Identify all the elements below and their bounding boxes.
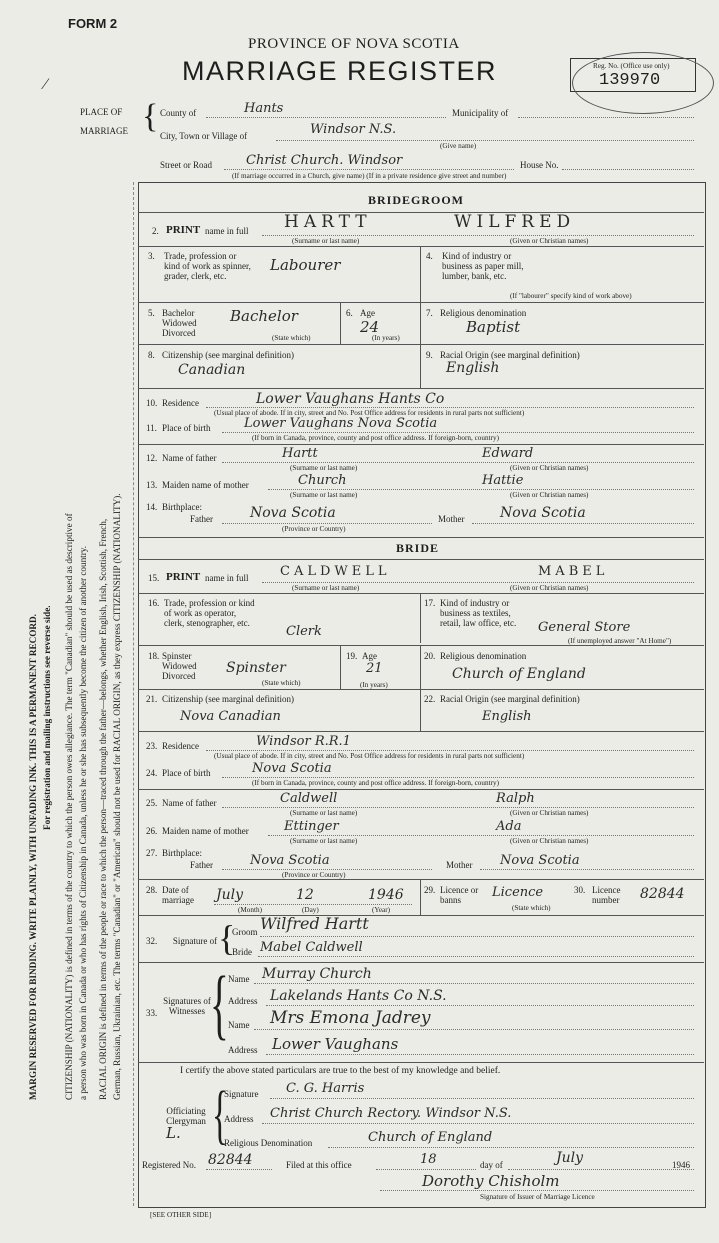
- bride-cit-no: 21.: [146, 694, 158, 704]
- officiating-label: Officiating Clergyman: [166, 1106, 206, 1126]
- bride-bp-father-label: Father: [190, 860, 213, 870]
- w2-address-label: Address: [228, 1045, 258, 1055]
- brace: {: [142, 98, 159, 135]
- bride-industry-no: 17.: [424, 598, 436, 608]
- wit-brace: {: [210, 960, 229, 1047]
- issuer-caption: Signature of Issuer of Marriage Licence: [480, 1193, 595, 1201]
- street-value: Christ Church. Windsor: [246, 153, 403, 168]
- year-cap: (Year): [372, 906, 391, 914]
- bride-pob-label: Place of birth: [162, 768, 211, 778]
- groom-bp-mother: Nova Scotia: [500, 505, 586, 521]
- bride-father-label: Name of father: [162, 798, 217, 808]
- bride-racial-no: 22.: [424, 694, 436, 704]
- municipality-label: Municipality of: [452, 108, 509, 118]
- registered-label: Registered No.: [142, 1160, 196, 1170]
- bride-pob-cap: (If born in Canada, province, county and post office address. If foreign-born, country): [252, 779, 499, 787]
- bride-mother-given: Ada: [496, 819, 522, 834]
- filed-year: 1946: [672, 1160, 690, 1170]
- margin-binding-note: MARGIN RESERVED FOR BINDING. WRITE PLAINLY, WITH UNFADING INK. THIS IS A PERMANENT RECORD.: [28, 614, 38, 1100]
- marriage-year: 1946: [368, 887, 404, 903]
- bride-trade: Clerk: [286, 624, 322, 639]
- groom-bp-cap: (Province or Country): [282, 525, 346, 533]
- groom-father-given: Edward: [482, 446, 534, 461]
- w2-address: Lower Vaughans: [272, 1035, 399, 1053]
- reg-number-label: Reg. No. (Office use only): [593, 62, 670, 70]
- lnum-no: 30.: [574, 885, 586, 895]
- marriage-month: July: [216, 887, 244, 903]
- bride-res-cap: (Usual place of abode. If in city, street and No. Post Office address for residents in rural parts not sufficient): [214, 752, 525, 760]
- marriage-label: MARRIAGE: [80, 126, 129, 136]
- w2-name-label: Name: [228, 1020, 250, 1030]
- bride-print-label: PRINT: [166, 571, 201, 583]
- groom-cit-label: Citizenship (see marginal definition): [162, 350, 295, 360]
- filed-day: 18: [420, 1152, 437, 1167]
- registered-number: 82844: [208, 1152, 253, 1168]
- bride-surname: CALDWELL: [280, 564, 391, 579]
- groom-status: Bachelor: [230, 307, 298, 325]
- bride-father-s-cap: (Surname or last name): [290, 809, 358, 817]
- groom-religion-label: Religious denomination: [440, 308, 527, 318]
- bride-print-rest: name in full: [205, 573, 249, 583]
- bride-surname-cap: (Surname or last name): [292, 584, 360, 592]
- groom-print-no: 2.: [152, 226, 159, 236]
- groom-res-no: 10.: [146, 398, 158, 408]
- groom-father-s-cap: (Surname or last name): [290, 464, 358, 472]
- licence-label: Licence or banns: [440, 885, 479, 905]
- city-label: City, Town or Village of: [160, 131, 248, 141]
- bride-bp-father: Nova Scotia: [250, 853, 330, 868]
- cert-rel-label: Religious Denomination: [224, 1138, 313, 1148]
- groom-age-no: 6.: [346, 308, 353, 318]
- bride-religion-label: Religious denomination: [440, 651, 527, 661]
- give-name-caption: (Give name): [440, 142, 477, 150]
- bride-res-label: Residence: [162, 741, 199, 751]
- groom-pob-label: Place of birth: [162, 423, 211, 433]
- bride-father-surname: Caldwell: [280, 791, 338, 806]
- bride-status-label: Spinster Widowed Divorced: [162, 651, 197, 681]
- bride-mother-g-cap: (Given or Christian names): [510, 837, 589, 845]
- bride-residence: Windsor R.R.1: [256, 734, 351, 749]
- groom-mother-surname: Church: [298, 473, 347, 488]
- groom-sig-label: Groom: [232, 927, 258, 937]
- marriage-day: 12: [296, 887, 314, 903]
- county-value: Hants: [244, 101, 284, 116]
- groom-mother-g-cap: (Given or Christian names): [510, 491, 589, 499]
- month-cap: (Month): [238, 906, 262, 914]
- certify-text: I certify the above stated particulars are true to the best of my knowledge and belief.: [180, 1066, 501, 1076]
- groom-status-label: Bachelor Widowed Divorced: [162, 308, 197, 338]
- sig-brace: {: [218, 918, 236, 958]
- reg-stamp-oval: [572, 52, 714, 114]
- wit-label: Signatures of Witnesses: [163, 996, 211, 1016]
- bride-print-no: 15.: [148, 573, 160, 583]
- see-other-side: [SEE OTHER SIDE]: [150, 1211, 212, 1219]
- margin-citizenship-2: a person who was born in Canada or who has rights of Citizenship in Canada, unless he or she has subsequently become the citizen of another country.: [78, 545, 88, 1100]
- groom-bp-father-label: Father: [190, 514, 213, 524]
- groom-surname: HARTT: [284, 212, 372, 232]
- bridegroom-heading: BRIDEGROOM: [368, 193, 465, 207]
- groom-religion-no: 7.: [426, 308, 433, 318]
- w1-name: Murray Church: [262, 966, 372, 982]
- bride-mother-surname: Ettinger: [284, 819, 339, 834]
- bride-status: Spinster: [226, 660, 286, 676]
- groom-print-rest: name in full: [205, 226, 249, 236]
- bride-res-no: 23.: [146, 741, 158, 751]
- groom-res-label: Residence: [162, 398, 199, 408]
- province-title: PROVINCE OF NOVA SCOTIA: [248, 36, 460, 52]
- issuer-signature: Dorothy Chisholm: [422, 1172, 560, 1190]
- groom-citizenship: Canadian: [178, 362, 246, 378]
- groom-trade-label: Trade, profession or kind of work as spinner, grader, clerk, etc.: [164, 251, 251, 281]
- place-of-label: PLACE OF: [80, 107, 123, 117]
- bride-bp-no: 27.: [146, 848, 158, 858]
- groom-father-label: Name of father: [162, 453, 217, 463]
- groom-age-label: Age: [360, 308, 375, 318]
- groom-industry-label: Kind of industry or business as paper mill, lumber, bank, etc.: [442, 251, 524, 281]
- bride-pob-no: 24.: [146, 768, 158, 778]
- licence-no-label: 29.: [424, 885, 436, 895]
- groom-age: 24: [360, 318, 380, 336]
- groom-surname-cap: (Surname or last name): [292, 237, 360, 245]
- bride-age: 21: [366, 661, 383, 676]
- bride-bp-cap: (Province or Country): [282, 871, 346, 879]
- groom-pob-no: 11.: [146, 423, 157, 433]
- licence-number: 82844: [640, 886, 685, 902]
- groom-mother-s-cap: (Surname or last name): [290, 491, 358, 499]
- city-value: Windsor N.S.: [310, 122, 397, 137]
- county-label: County of: [160, 108, 197, 118]
- bride-father-given: Ralph: [496, 791, 535, 806]
- groom-racial-label: Racial Origin (see marginal definition): [440, 350, 580, 360]
- clergyman-denomination: Church of England: [368, 1130, 493, 1145]
- groom-status-no: 5.: [148, 308, 155, 318]
- groom-mother-given: Hattie: [482, 473, 524, 488]
- bride-industry-label: Kind of industry or business as textiles, retail, law office, etc.: [440, 598, 517, 628]
- bride-father-no: 25.: [146, 798, 158, 808]
- w1-name-label: Name: [228, 974, 250, 984]
- lnum-label: Licence number: [592, 885, 621, 905]
- groom-bp-no: 14.: [146, 502, 158, 512]
- bride-mother-s-cap: (Surname or last name): [290, 837, 358, 845]
- bride-industry: General Store: [538, 620, 631, 635]
- bride-father-g-cap: (Given or Christian names): [510, 809, 589, 817]
- cert-sig-label: Signature: [224, 1089, 259, 1099]
- groom-pob-cap: (If born in Canada, province, county and post office address. If foreign-born, country): [252, 434, 499, 442]
- bride-heading: BRIDE: [396, 541, 440, 555]
- groom-years: (In years): [372, 334, 400, 342]
- sig-label: Signature of: [172, 936, 218, 946]
- groom-racial-no: 9.: [426, 350, 433, 360]
- wit-no: 33.: [146, 1008, 158, 1018]
- bride-bp-mother: Nova Scotia: [500, 853, 580, 868]
- clergyman-signature: C. G. Harris: [286, 1081, 365, 1096]
- groom-religion: Baptist: [466, 318, 521, 336]
- groom-trade-no: 3.: [148, 251, 155, 261]
- groom-father-no: 12.: [146, 453, 158, 463]
- groom-industry-cap: (If "labourer" specify kind of work above): [510, 292, 632, 300]
- groom-trade: Labourer: [270, 256, 341, 274]
- bride-trade-no: 16.: [148, 598, 160, 608]
- cert-brace: {: [212, 1078, 228, 1151]
- bride-pob: Nova Scotia: [252, 761, 332, 776]
- form-number: FORM 2: [68, 16, 118, 31]
- day-of-label: day of: [480, 1160, 503, 1170]
- place-note: (If marriage occurred in a Church, give name) (If in a private residence give street and number): [232, 172, 507, 180]
- groom-father-surname: Hartt: [282, 446, 318, 461]
- groom-given: WILFRED: [454, 212, 576, 232]
- filed-month: July: [556, 1150, 584, 1166]
- street-label: Street or Road: [160, 160, 212, 170]
- bride-state-which: (State which): [262, 679, 301, 687]
- bride-cit-label: Citizenship (see marginal definition): [162, 694, 295, 704]
- groom-father-g-cap: (Given or Christian names): [510, 464, 589, 472]
- bride-religion: Church of England: [452, 666, 586, 682]
- bride-given: MABEL: [538, 564, 609, 579]
- clergyman-address: Christ Church Rectory. Windsor N.S.: [270, 1106, 512, 1121]
- w2-name: Mrs Emona Jadrey: [270, 1008, 431, 1028]
- bride-racial-label: Racial Origin (see marginal definition): [440, 694, 580, 704]
- licence-cap: (State which): [512, 904, 551, 912]
- bride-citizenship: Nova Canadian: [180, 709, 281, 724]
- licence-type: Licence: [492, 885, 544, 900]
- groom-mother-no: 13.: [146, 480, 158, 490]
- groom-state-which: (State which): [272, 334, 311, 342]
- house-label: House No.: [520, 160, 559, 170]
- groom-print-label: PRINT: [166, 224, 201, 236]
- bride-years: (In years): [360, 681, 388, 689]
- groom-pob: Lower Vaughans Nova Scotia: [244, 416, 438, 431]
- groom-given-cap: (Given or Christian names): [510, 237, 589, 245]
- groom-bp-father: Nova Scotia: [250, 505, 336, 521]
- groom-res-cap: (Usual place of abode. If in city, street and No. Post Office address for residents in rural parts not sufficient): [214, 409, 525, 417]
- bride-religion-no: 20.: [424, 651, 436, 661]
- groom-residence: Lower Vaughans Hants Co: [256, 391, 445, 407]
- bride-mother-no: 26.: [146, 826, 158, 836]
- groom-bp-label: Birthplace:: [162, 502, 202, 512]
- page-title: MARRIAGE REGISTER: [182, 56, 498, 86]
- bride-trade-label: Trade, profession or kind of work as operator, clerk, stenographer, etc.: [164, 598, 255, 628]
- day-cap: (Day): [302, 906, 319, 914]
- date-label: Date of marriage: [162, 885, 194, 905]
- filed-label: Filed at this office: [286, 1160, 352, 1170]
- date-no: 28.: [146, 885, 158, 895]
- bride-racial: English: [482, 709, 532, 724]
- clergyman-initial: L.: [166, 1124, 181, 1142]
- groom-cit-no: 8.: [148, 350, 155, 360]
- bride-bp-mother-label: Mother: [446, 860, 473, 870]
- bride-industry-cap: (If unemployed answer "At Home"): [568, 637, 672, 645]
- bride-status-no: 18.: [148, 651, 160, 661]
- sig-no: 32.: [146, 936, 158, 946]
- bride-given-cap: (Given or Christian names): [510, 584, 589, 592]
- bride-mother-label: Maiden name of mother: [162, 826, 249, 836]
- mark-tick: ⁄: [44, 76, 47, 93]
- bride-age-label: Age: [362, 651, 377, 661]
- bride-bp-label: Birthplace:: [162, 848, 202, 858]
- margin-racial-1: RACIAL ORIGIN is defined in terms of the people or race to which the person—traced through the father—belongs, whether English, Irish, Scottish, French,: [98, 518, 108, 1100]
- bride-signature: Mabel Caldwell: [260, 940, 363, 955]
- margin-instructions-note: For registration and mailing instructions see reverse side.: [42, 605, 52, 830]
- groom-signature: Wilfred Hartt: [260, 914, 369, 933]
- groom-industry-no: 4.: [426, 251, 433, 261]
- bride-sig-label: Bride: [232, 947, 252, 957]
- w1-address: Lakelands Hants Co N.S.: [270, 988, 447, 1004]
- reg-number: 139970: [599, 71, 661, 90]
- groom-mother-label: Maiden name of mother: [162, 480, 249, 490]
- groom-bp-mother-label: Mother: [438, 514, 465, 524]
- margin-citizenship-1: CITIZENSHIP (NATIONALITY) is defined in terms of the country to which the person owes allegiance. The term "Canadian" should be used as descriptive of: [64, 513, 74, 1100]
- bride-age-no: 19.: [346, 651, 358, 661]
- margin-racial-2: German, Russian, Ukrainian, etc. The terms "Canadian" or "American" should not be used for RACIAL ORIGIN, as they express CITIZENSHIP (NATIONALITY).: [112, 493, 122, 1100]
- groom-racial: English: [446, 360, 500, 376]
- w1-address-label: Address: [228, 996, 258, 1006]
- cert-addr-label: Address: [224, 1114, 254, 1124]
